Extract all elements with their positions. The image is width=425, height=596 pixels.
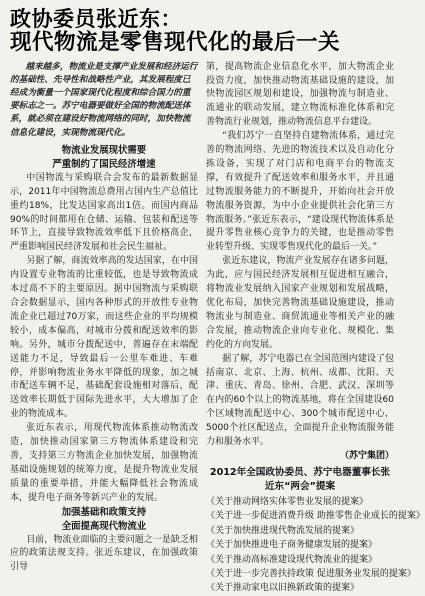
- list-item: 《关于进一步促进消费升级 助推零售企业成长的提案》: [206, 511, 425, 522]
- headline-line-1: 政协委员张近东：: [10, 7, 182, 31]
- right-column: [206, 61, 425, 596]
- proposal-list-title: 2012年全国政协委员、苏宁电器董事长张近东“两会”提案: [209, 466, 391, 493]
- list-item: 《关于加快推进电子商务健康发展的提案》: [206, 540, 378, 551]
- list-item: 《关于推动高标准建设现代物流业的提案》: [206, 554, 378, 565]
- subheading-1: 物流业发展现状需要: [61, 144, 147, 156]
- left-column: [10, 61, 198, 596]
- list-item: 《关于加快推进现代物流发展的提案》: [206, 525, 360, 536]
- list-item: 《关于进一步完善扶持政策 促进服务业发展的提案》: [206, 568, 416, 579]
- list-item: 《关于推动家电以旧换新政策的提案》: [206, 583, 360, 594]
- body-paragraph: 另据了解，商流效率高的发达国家，在中国内设置专业物流的比重较低，也是导致物流成本过高不下的主要原因。据中国物流与采购联合会数据显示，国内各种形式的开放性专业物流企业已超过70万家，而这些企业的平均规模较小，成本偏高，对城市分拨和配送效率的影响。另外，城市分拨配送中，普遍存在末端配送能力不足，导致最后一公里车难进、车难停，并影响物流业务水平降低的现象，加之城市配送车辆不足，基础配套设施相对落后，配送效率长期低于国际先进水平，大大增加了企业的物流成本。: [10, 256, 198, 420]
- body-paragraph: 张近东建议，物流产业发展存在诸多问题，为此，应与国民经济发展相互促进相互融合，将物流业发展纳入国家产业规划和发展战略，优化布局，加快完善物流基础设施建设，推动物流业与制造业、商贸流通业等相关产业的融合发展，推动物流企业向专业化、规模化、集约化的方向发展。: [206, 256, 394, 350]
- proposal-list: [206, 495, 425, 596]
- article-columns: [10, 61, 425, 596]
- body-paragraph: 张近东表示，用现代物流体系推动物流改造，加快推动国家第三方物流体系建设和完善，支持第三方物流企业加快发展，加强物流基础设施规划的统筹力度，是提升物流业发展质量的重要举措，并能大幅降低社会物流成本，提升电子商务等新兴产业的发展。: [10, 423, 198, 503]
- body-paragraph: 目前，物流业面临的主要问题之一是缺乏相应的政策法规支持。张近东建议，在加强政策引导: [10, 534, 198, 573]
- subheading-2: 严重制约了国民经济增速: [52, 158, 156, 170]
- body-paragraph: 第，提高物流企业信息化水平，加大物流企业投资力度，加快推动物流基础设施的建设，加快物流园区规划和建设，加强物流与制造业、流通业的联动发展，建立物流标准化体系和完善物流行业规划，推动物流信息平台建设。: [206, 61, 394, 128]
- lead-paragraph: 越来越多，物流业是支撑产业发展和经济运行的基础性、先导性和战略性产业，其发展程度已经成为衡量一个国家现代化程度和综合国力的重要标志之一。苏宁电器要做好全国的物流配送体系，就必须在建设好物流网络的同时，加快物流信息化建设，实现物流现代化。: [10, 61, 198, 138]
- body-paragraph: 据了解，苏宁电器已在全国范围内建设了包括南京、北京、上海、杭州、成都、沈阳、天津、重庆、青岛、徐州、合肥、武汉、深圳等在内的60个以上的物流基地，将在全国建设60个区域物流配送中心、300个城市配送中心，5000个社区配送点，全面提升企业物流服务能力和服务水平。: [206, 353, 394, 448]
- quote-paragraph: “我们苏宁一直坚持自建物流体系，通过完善的物流网络、先进的物流技术以及自动化分拣设备，实现了对门店和电商平台的物流支撑，有效提升了配送效率和服务水平，并且通过物流服务能力的不断提升，开始向社会开放物流服务资源，为中小企业提供社会化第三方物流服务。”张近东表示，“建设现代物流体系是提升零售业核心竞争力的关键，也是推动零售业转型升级、实现零售现代化的最后一关。”: [206, 131, 394, 253]
- headline-line-2: 现代物流是零售现代化的最后一关: [10, 30, 341, 56]
- author-signature: （苏宁集团）: [339, 450, 394, 461]
- section-heading: 加强基础和政策支持: [61, 506, 147, 518]
- section-heading-2: 全面提高现代物流业: [61, 520, 147, 532]
- body-paragraph: 中国物流与采购联合会发布的最新数据显示，2011年中国物流总费用占国内生产总值比重约18%，比发达国家高出1倍。而国内商品90%的时间都用在仓储、运输、包装和配送等环节上，直接导致物流效率低下且价格高企，严重影响国民经济发展和社会民生福祉。: [10, 172, 198, 253]
- list-item: 《关于推动网络实体零售业发展的提案》: [206, 496, 369, 507]
